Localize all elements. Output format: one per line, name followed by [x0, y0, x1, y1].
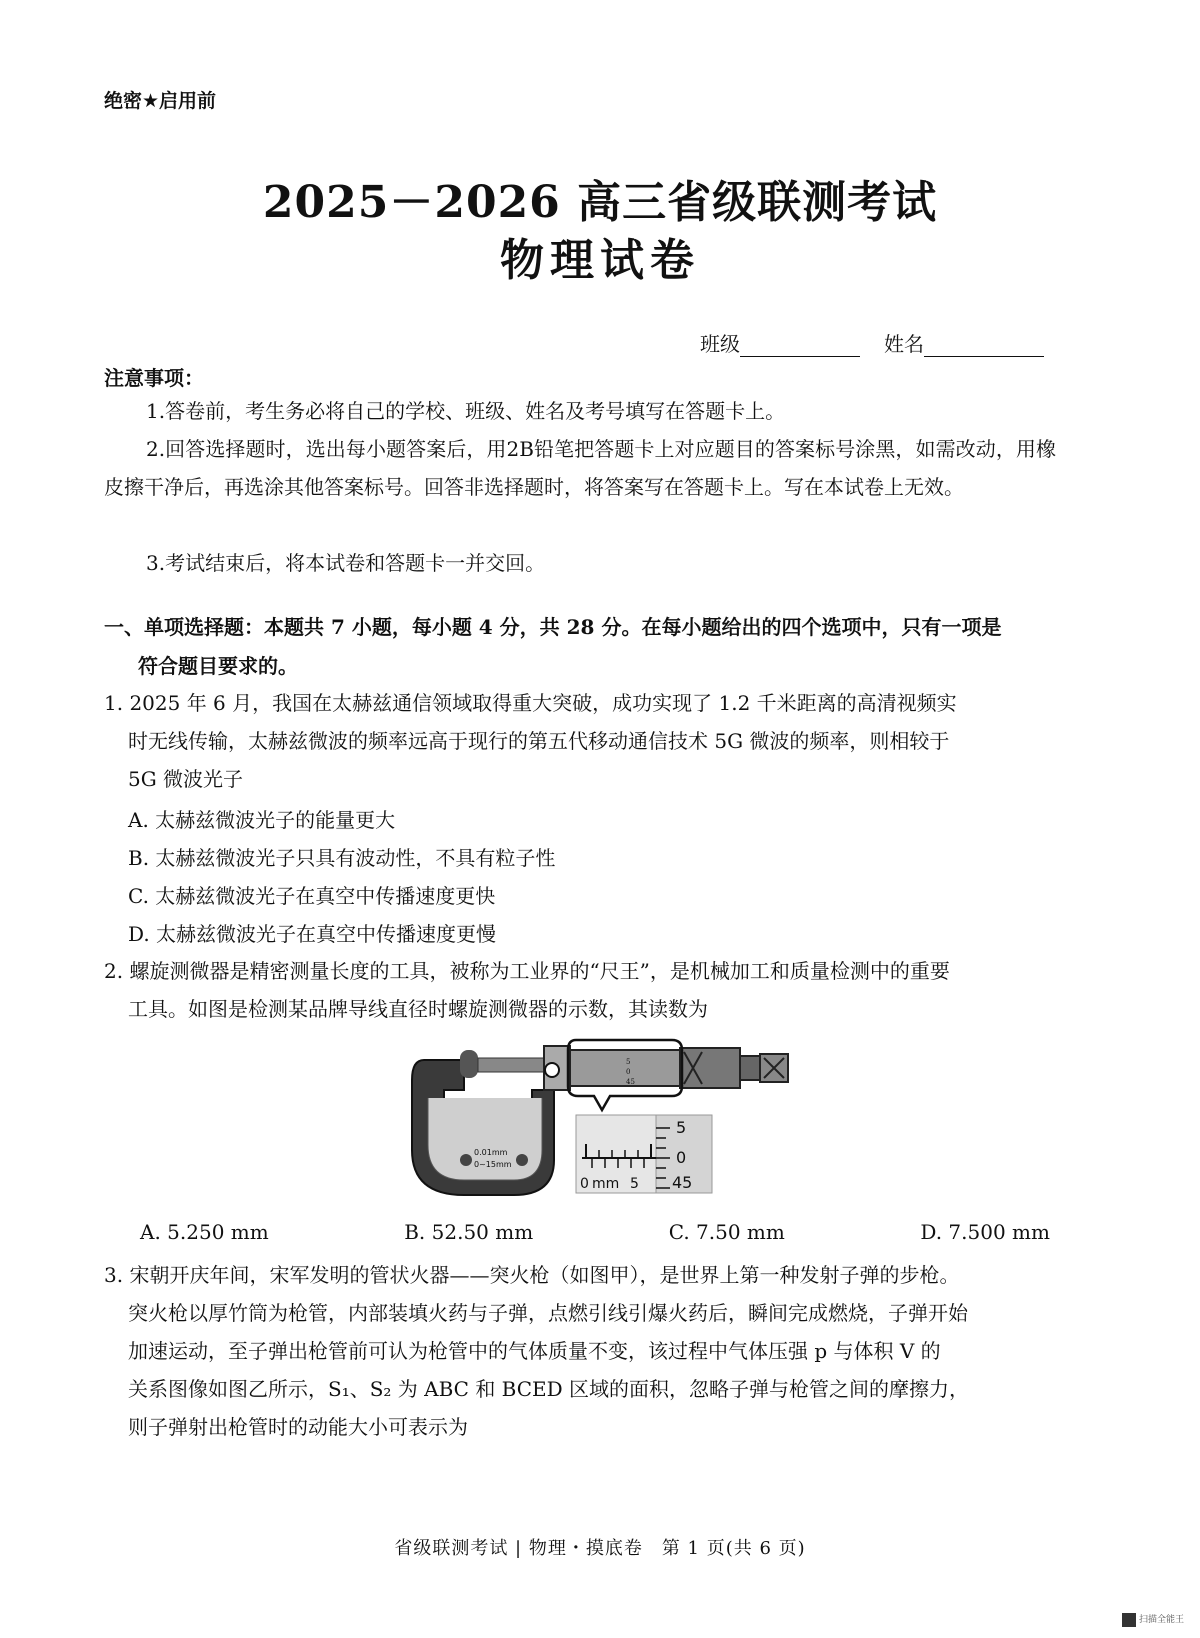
q3-line-2: 突火枪以厚竹筒为枪管，内部装填火药与子弹，点燃引线引爆火药后，瞬间完成燃烧，子弹开始: [128, 1301, 968, 1325]
q1-option-a: A. 太赫兹微波光子的能量更大: [128, 808, 396, 832]
q2-line-2: 工具。如图是检测某品牌导线直径时螺旋测微器的示数，其读数为: [128, 997, 708, 1021]
class-blank: [740, 336, 860, 357]
thimble-small-label: 0: [626, 1068, 631, 1076]
confidential-mark: 绝密★启用前: [104, 90, 217, 112]
main-scale-unit: mm: [592, 1176, 620, 1192]
q3-line-3: 加速运动，至子弹出枪管前可认为枪管中的气体质量不变，该过程中气体压强 p 与体积 V 的: [128, 1339, 941, 1363]
ratchet: [740, 1056, 760, 1080]
thimble-label-5: 5: [676, 1118, 687, 1137]
main-scale-label-5: 5: [630, 1176, 639, 1192]
sleeve: [570, 1050, 680, 1086]
q2-option-a: A. 5.250 mm: [140, 1220, 269, 1244]
anvil: [460, 1050, 478, 1078]
class-label: 班级: [700, 332, 740, 356]
q3-line-1: 3. 宋朝开庆年间，宋军发明的管状火器——突火枪（如图甲），是世界上第一种发射子弹的步枪。: [104, 1263, 960, 1287]
section-heading: [104, 608, 1064, 686]
frame-screw-icon: [460, 1154, 472, 1166]
micrometer-figure: [404, 1020, 794, 1205]
thimble-small-label: 45: [626, 1078, 635, 1086]
q2-option-b: B. 52.50 mm: [404, 1220, 534, 1244]
notice-item-1: 1.答卷前，考生务必将自己的学校、班级、姓名及考号填写在答题卡上。: [146, 399, 786, 423]
notice-item-2: 2.回答选择题时，选出每小题答案后，用2B铅笔把答题卡上对应题目的答案标号涂黑，如需改动，用橡皮擦干净后，再选涂其他答案标号。回答非选择题时，将答案写在答题卡上。写在本试卷上无效。: [104, 437, 1056, 499]
q2-options: [140, 1220, 1050, 1244]
q3-line-5: 则子弹射出枪管时的动能大小可表示为: [128, 1415, 468, 1439]
name-field: [884, 328, 1044, 357]
frame-label-1: 0.01mm: [474, 1148, 508, 1157]
section-line-2: 符合题目要求的。: [138, 654, 298, 678]
q1-option-c: C. 太赫兹微波光子在真空中传播速度更快: [128, 884, 496, 908]
student-fields: [700, 328, 1044, 357]
thimble-label-45: 45: [672, 1173, 693, 1192]
thimble-small-label: 5: [626, 1058, 631, 1066]
spindle: [478, 1058, 548, 1072]
q1-line-3: 5G 微波光子: [128, 767, 244, 791]
q1-option-d: D. 太赫兹微波光子在真空中传播速度更慢: [128, 922, 497, 946]
q2-option-c: C. 7.50 mm: [668, 1220, 785, 1244]
name-label: 姓名: [884, 332, 924, 356]
question-2: [104, 952, 1064, 1028]
scanner-stamp-text: 扫描全能王: [1138, 1615, 1184, 1625]
q1-option-b: B. 太赫兹微波光子只具有波动性，不具有粒子性: [128, 846, 556, 870]
notice-item-3: 3.考试结束后，将本试卷和答题卡一并交回。: [146, 551, 546, 575]
exam-title: 2025－2026 高三省级联测考试: [262, 177, 938, 228]
section-line-1: 一、单项选择题：本题共 7 小题，每小题 4 分，共 28 分。在每小题给出的四个选项中，只有一项是: [104, 615, 1002, 639]
q2-line-1: 2. 螺旋测微器是精密测量长度的工具，被称为工业界的“尺王”，是机械加工和质量检测中的重要: [104, 959, 950, 983]
lock-lever-icon: [545, 1063, 559, 1077]
qr-code-icon: [1122, 1613, 1136, 1627]
q2-option-d: D. 7.500 mm: [920, 1220, 1050, 1244]
question-1: [104, 684, 1064, 798]
main-scale-label-0: 0: [580, 1176, 589, 1192]
name-blank: [924, 336, 1044, 357]
thimble: [680, 1048, 740, 1088]
class-field: [700, 328, 860, 357]
notice-heading: 注意事项：: [104, 366, 204, 390]
question-3: [104, 1256, 1064, 1446]
exam-subtitle: 物理试卷: [500, 235, 700, 286]
q3-line-4: 关系图像如图乙所示，S₁、S₂ 为 ABC 和 BCED 区域的面积，忽略子弹与枪管之间的摩擦力，: [128, 1377, 970, 1401]
scanner-stamp: [1122, 1612, 1184, 1627]
thimble-label-0: 0: [676, 1148, 687, 1167]
frame-label-2: 0~15mm: [474, 1160, 512, 1169]
page-footer: 省级联测考试 | 物理・摸底卷 第 1 页(共 6 页): [394, 1538, 806, 1559]
q1-line-1: 1. 2025 年 6 月，我国在太赫兹通信领域取得重大突破，成功实现了 1.2 千米距离的高清视频实: [104, 691, 957, 715]
frame-screw-icon: [516, 1154, 528, 1166]
q1-line-2: 时无线传输，太赫兹微波的频率远高于现行的第五代移动通信技术 5G 微波的频率，则相较于: [128, 729, 950, 753]
